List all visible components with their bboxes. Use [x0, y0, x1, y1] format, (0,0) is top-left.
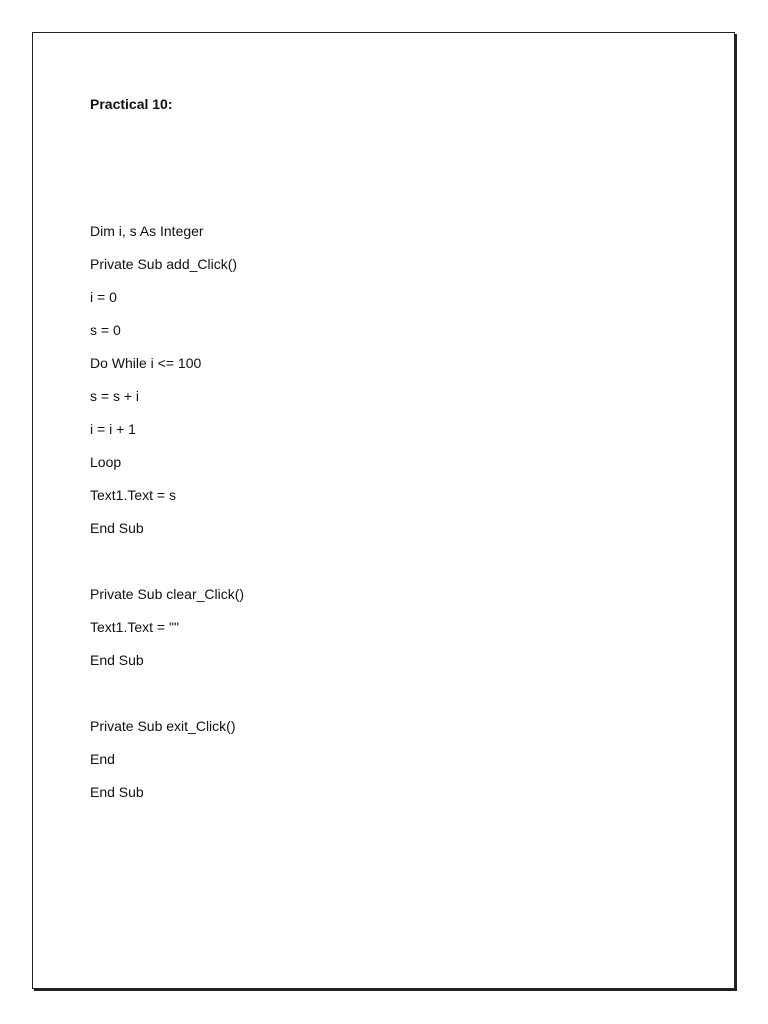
code-line: End Sub — [90, 784, 144, 800]
code-line: End — [90, 751, 115, 767]
code-line: Do While i <= 100 — [90, 355, 202, 371]
code-line: Text1.Text = s — [90, 487, 176, 503]
code-line: Dim i, s As Integer — [90, 223, 204, 239]
code-line: Private Sub clear_Click() — [90, 586, 245, 602]
code-line: Text1.Text = "" — [90, 619, 179, 635]
blank-line — [90, 545, 244, 578]
code-line: End Sub — [90, 652, 144, 668]
code-line: Private Sub add_Click() — [90, 256, 238, 272]
code-line: s = 0 — [90, 322, 121, 338]
code-line: End Sub — [90, 520, 144, 536]
code-line: i = 0 — [90, 289, 117, 305]
document-title: Practical 10: — [90, 96, 173, 112]
code-line: Loop — [90, 454, 122, 470]
code-block — [90, 215, 244, 809]
code-line: s = s + i — [90, 388, 140, 404]
blank-line — [90, 677, 244, 710]
code-line: i = i + 1 — [90, 421, 136, 437]
code-line: Private Sub exit_Click() — [90, 718, 236, 734]
